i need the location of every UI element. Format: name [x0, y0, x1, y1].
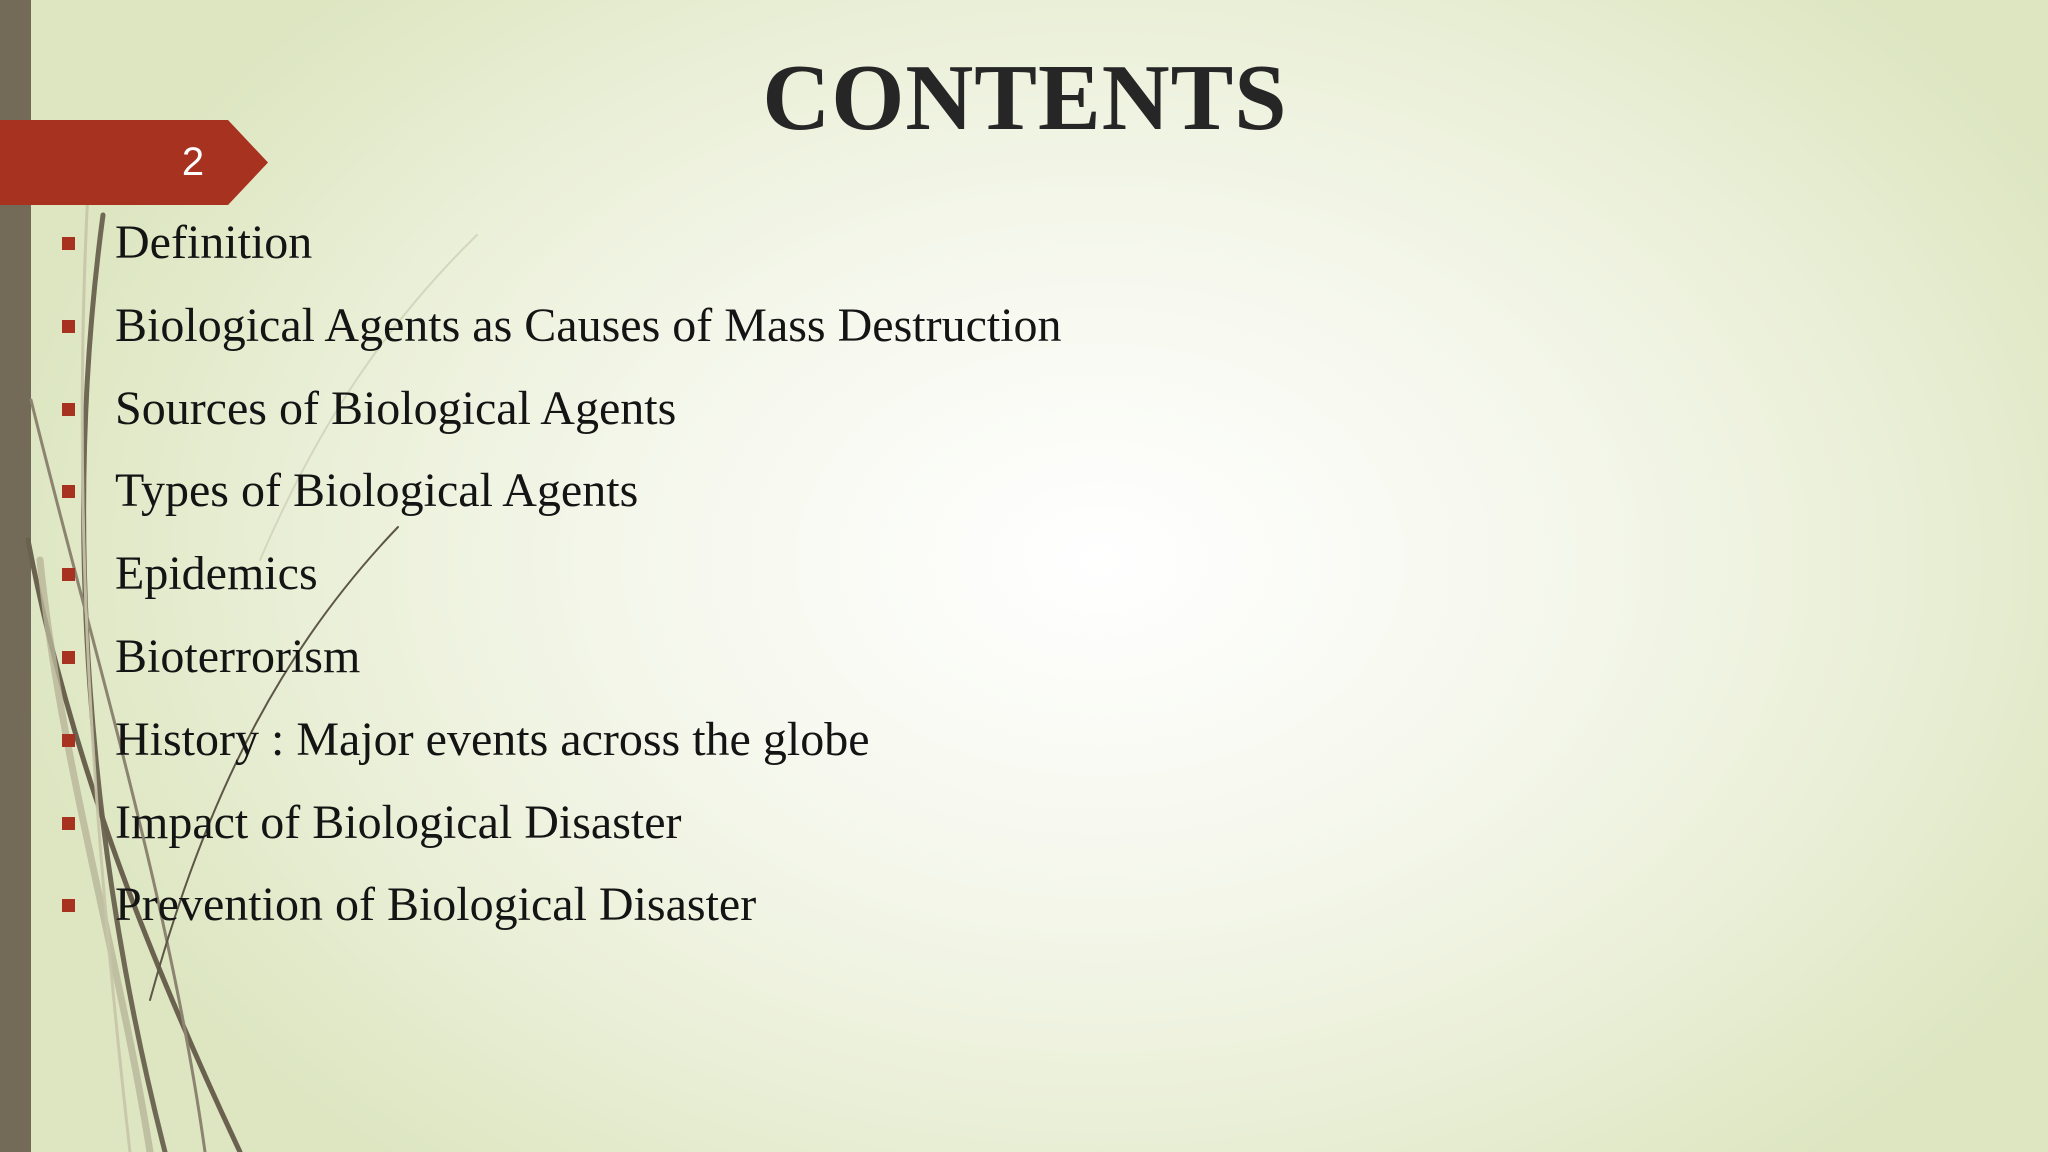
list-item-label: Impact of Biological Disaster: [115, 795, 682, 849]
square-bullet-icon: [62, 899, 75, 912]
page-title: CONTENTS: [762, 46, 1288, 150]
list-item-label: Definition: [115, 216, 313, 269]
list-item-label: Epidemics: [115, 547, 318, 601]
list-item-label: Types of Biological Agents: [115, 464, 639, 518]
square-bullet-icon: [62, 651, 75, 664]
list-item-label: Prevention of Biological Disaster: [115, 878, 757, 932]
list-item-label: Biological Agents as Causes of Mass Destruction: [115, 298, 1062, 352]
list-item-label: Sources of Biological Agents: [115, 381, 677, 435]
square-bullet-icon: [62, 734, 75, 747]
list-item-label: Bioterrorism: [115, 629, 361, 683]
square-bullet-icon: [62, 485, 75, 498]
list-item-label: History : Major events across the globe: [115, 712, 870, 766]
square-bullet-icon: [62, 817, 75, 830]
square-bullet-icon: [62, 403, 75, 416]
square-bullet-icon: [62, 568, 75, 581]
slide-number: 2: [181, 140, 205, 184]
square-bullet-icon: [62, 237, 75, 250]
square-bullet-icon: [62, 320, 75, 333]
